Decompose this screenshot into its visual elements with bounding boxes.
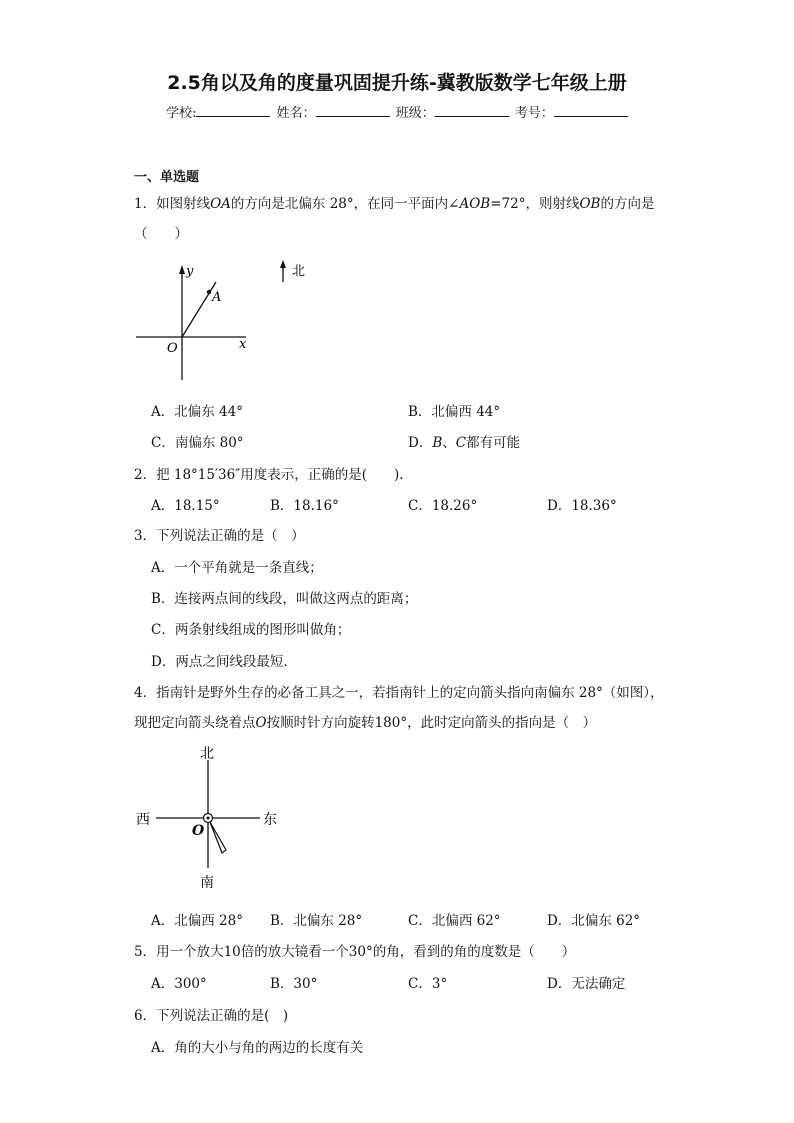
compass-south-label: 南 xyxy=(200,875,214,891)
q1-option-d-var-b: B xyxy=(432,435,443,451)
class-blank xyxy=(435,104,509,117)
q4-option-b[interactable]: B．北偏东 28° xyxy=(270,913,363,929)
section-heading: 一、单选题 xyxy=(134,170,200,185)
question-3-text: 3．下列说法正确的是（ ） xyxy=(134,528,305,544)
q3-option-d[interactable]: D．两点之间线段最短． xyxy=(151,654,297,670)
q1-var-ob: OB xyxy=(579,196,601,212)
compass-north-label: 北 xyxy=(200,746,214,762)
q4-option-c[interactable]: C．北偏西 62° xyxy=(408,913,501,929)
name-blank xyxy=(316,104,390,117)
point-a-label: A xyxy=(212,290,222,305)
question-1-number: 1． xyxy=(134,196,157,212)
q6-option-a[interactable]: A．角的大小与角的两边的长度有关 xyxy=(151,1040,364,1056)
origin-label: O xyxy=(167,341,178,356)
q2-option-c[interactable]: C．18.26° xyxy=(408,498,478,514)
question-1-text xyxy=(134,192,654,212)
q4-text-part: 现把定向箭头绕着点 xyxy=(134,715,256,731)
q4-option-a[interactable]: A．北偏西 28° xyxy=(151,913,243,929)
q1-option-d-var-c: C xyxy=(455,435,467,451)
compass-east-label: 东 xyxy=(263,812,277,828)
q1-text-part: 的方向是 xyxy=(600,196,655,212)
question-4-line-2 xyxy=(134,711,596,731)
school-label: 学校: xyxy=(166,106,197,121)
compass-west-label: 西 xyxy=(136,812,150,828)
q2-option-a[interactable]: A．18.15° xyxy=(151,498,220,514)
school-blank xyxy=(196,104,270,117)
q3-option-a[interactable]: A．一个平角就是一条直线； xyxy=(151,560,323,576)
q5-option-b[interactable]: B．30° xyxy=(270,976,318,992)
q4-option-d[interactable]: D．北偏东 62° xyxy=(547,913,641,929)
question-6-text: 6．下列说法正确的是( ) xyxy=(134,1008,289,1024)
page-title: 2.5角以及角的度量巩固提升练-冀教版数学七年级上册 xyxy=(167,72,627,94)
class-label: 班级： xyxy=(395,106,435,121)
figure-1-coordinate-diagram xyxy=(130,255,320,385)
q2-option-b[interactable]: B．18.16° xyxy=(270,498,339,514)
number-blank xyxy=(554,104,628,117)
north-label: 北 xyxy=(292,264,306,279)
q5-option-d[interactable]: D．无法确定 xyxy=(547,976,626,992)
q1-text-part: 如图射线 xyxy=(156,196,211,212)
question-4-line-1: 4．指南针是野外生存的必备工具之一，若指南针上的定向箭头指向南偏东 28°（如图）， xyxy=(134,685,664,701)
q1-option-c[interactable]: C．南偏东 80° xyxy=(151,435,244,451)
q4-text-part: 按顺时针方向旋转180°，此时定向箭头的指向是（ ） xyxy=(266,715,597,731)
q5-option-c[interactable]: C．3° xyxy=(408,976,448,992)
figure-4-compass-diagram xyxy=(130,740,290,895)
compass-origin-label: O xyxy=(192,823,205,839)
q1-option-a[interactable]: A．北偏东 44° xyxy=(151,404,243,420)
q1-var-oa: OA xyxy=(210,196,231,212)
q3-option-c[interactable]: C．两条射线组成的图形叫做角； xyxy=(151,622,351,638)
y-axis-arrowhead xyxy=(179,265,185,274)
pivot-center xyxy=(207,817,210,820)
q1-var-aob: AOB xyxy=(459,196,491,212)
q1-option-d-prefix: D． xyxy=(408,435,433,451)
q1-option-d[interactable] xyxy=(408,431,520,451)
q3-option-b[interactable]: B．连接两点间的线段，叫做这两点的距离； xyxy=(151,591,418,607)
name-label: 姓名： xyxy=(276,106,316,121)
q1-option-d-suffix: 都有可能 xyxy=(466,435,521,451)
x-axis-label: x xyxy=(239,337,247,352)
y-axis-label: y xyxy=(186,264,194,279)
north-arrowhead xyxy=(280,260,286,268)
student-info xyxy=(0,102,794,121)
q2-option-d[interactable]: D．18.36° xyxy=(547,498,617,514)
question-2-text: 2．把 18°15′36″用度表示，正确的是( ). xyxy=(134,467,404,483)
q1-text-part: =72°，则射线 xyxy=(490,196,580,212)
point-a xyxy=(207,290,211,294)
number-label: 考号： xyxy=(514,106,554,121)
q5-option-a[interactable]: A．300° xyxy=(151,976,207,992)
q1-text-part: 的方向是北偏东 28°，在同一平面内∠ xyxy=(230,196,460,212)
ray-oa xyxy=(182,282,216,337)
q4-var-o: O xyxy=(255,715,267,731)
q1-option-b[interactable]: B．北偏西 44° xyxy=(408,404,501,420)
q1-option-d-sep: 、 xyxy=(442,435,456,451)
question-1-paren: （ ） xyxy=(134,226,188,242)
direction-arrow xyxy=(210,822,226,853)
question-5-text: 5．用一个放大10倍的放大镜看一个30°的角，看到的角的度数是（ ） xyxy=(134,944,576,960)
